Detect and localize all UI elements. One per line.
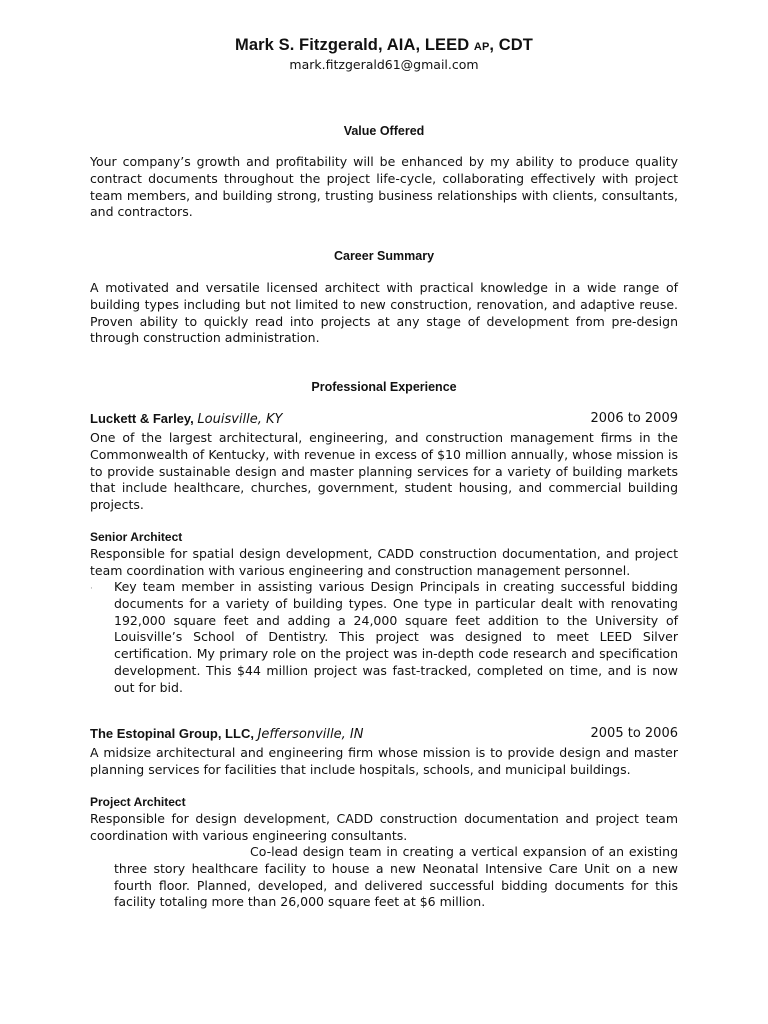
name-suffix: , CDT xyxy=(489,36,533,54)
job-dates: 2006 to 2009 xyxy=(590,411,678,426)
firm-location: Louisville, KY xyxy=(197,412,283,427)
firm-location: Jeffersonville, IN xyxy=(257,727,364,742)
name-main: Mark S. Fitzgerald, AIA, LEED xyxy=(234,36,470,54)
job-header xyxy=(90,411,678,429)
email-address: mark.fitzgerald61@gmail.com xyxy=(289,57,479,72)
firm-description: One of the largest architectural, engineering, and construction management firms in the Commonwealth of Kentucky, with revenue in excess of $10 million annually, whose mission is to provide sustainable design and master planning services for a variety of building markets that include healthcare, churches, government, student housing, and commercial building projects. xyxy=(90,430,678,513)
job-bullet: Co-lead design team in creating a vertical expansion of an existing three story healthcare facility to house a new Neonatal Intensive Care Unit on a new fourth floor. Planned, developed, and delivered successful bidding documents for this facility totaling more than 26,000 square feet at $6 million. xyxy=(114,844,678,910)
job-bullet: Key team member in assisting various Design Principals in creating successful bidding documents for a variety of building types. One type in particular dealt with renovating 192,000 square feet and adding a 24,000 square feet addition to the University of Louisville’s School of Dentistry. This project was designed to meet LEED Silver certification. My primary role on the project was in-depth code research and specification development. This $44 million project was fast-tracked, completed on time, and is now out for bid. xyxy=(114,579,678,695)
job-dates: 2005 to 2006 xyxy=(590,726,678,741)
firm-description: A midsize architectural and engineering firm whose mission is to provide design and master planning services for facilities that include hospitals, schools, and municipal buildings. xyxy=(90,745,678,777)
candidate-name xyxy=(0,36,768,55)
bullet-marker-icon: · xyxy=(90,584,93,594)
job-title: Project Architect xyxy=(90,795,186,809)
firm-name: Luckett & Farley, xyxy=(90,411,194,426)
heading-professional-experience: Professional Experience xyxy=(311,380,457,394)
career-summary-text: A motivated and versatile licensed architect with practical knowledge in a wide range of building types including but not limited to new construction, renovation, and adaptive reuse. Proven ability to quickly read into projects at any stage of development from pre-design through construction administration. xyxy=(90,280,678,346)
firm-name: The Estopinal Group, LLC, xyxy=(90,726,254,741)
job-header xyxy=(90,726,678,744)
heading-value-offered: Value Offered xyxy=(343,124,425,138)
job-responsibility: Responsible for spatial design development, CADD construction documentation, and project team coordination with various engineering and construction management personnel. xyxy=(90,546,678,578)
name-ap: AP xyxy=(473,41,490,53)
job-title: Senior Architect xyxy=(90,530,183,544)
value-offered-text: Your company’s growth and profitability will be enhanced by my ability to produce quality contract documents throughout the project life-cycle, collaborating effectively with project team members, and building strong, trusting business relationships with clients, consultants, and contractors. xyxy=(90,154,678,220)
heading-career-summary: Career Summary xyxy=(333,249,435,263)
job-responsibility: Responsible for design development, CADD construction documentation and project team coordination with various engineering consultants. xyxy=(90,811,678,843)
